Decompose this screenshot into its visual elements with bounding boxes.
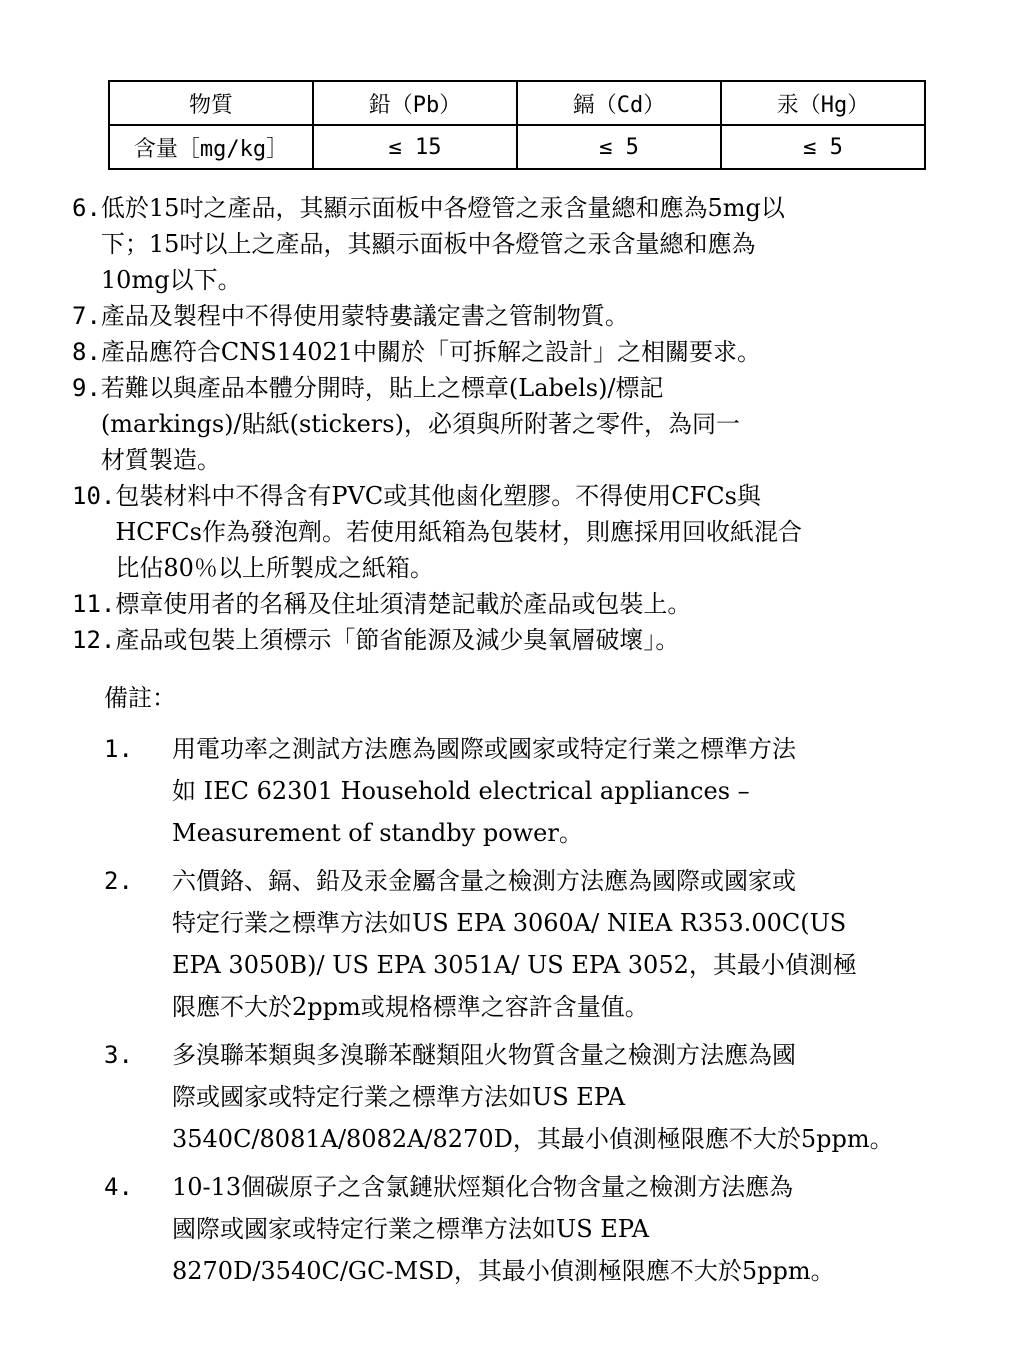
- note-text: 多溴聯苯類與多溴聯苯醚類阻火物質含量之檢測方法應為國 際或國家或特定行業之標準方法如US EPA 3540C/8081A/8082A/8270D，其最小偵測極限應不大於5ppm。: [172, 1041, 894, 1153]
- note-item: [104, 860, 972, 1028]
- note-item: [104, 1034, 972, 1160]
- note-item: [104, 728, 972, 854]
- item-text: 產品應符合CNS14021中關於「可拆解之設計」之相關要求。: [100, 338, 762, 366]
- item-number: 7.: [72, 302, 101, 330]
- note-text: 用電功率之測試方法應為國際或國家或特定行業之標準方法 如 IEC 62301 Household electrical appliances – Measurement of standby power。: [172, 735, 796, 847]
- list-item: [72, 622, 972, 658]
- table-header-cell: 汞（Hg）: [721, 81, 925, 125]
- table-header-row: [109, 81, 925, 125]
- list-item: [72, 370, 972, 478]
- note-number: 1.: [104, 735, 133, 763]
- table-header-cell: 物質: [109, 81, 313, 125]
- item-number: 12.: [72, 626, 116, 654]
- item-text: 包裝材料中不得含有PVC或其他鹵化塑膠。不得使用CFCs與 HCFCs作為發泡劑。若使用紙箱為包裝材，則應採用回收紙混合 比佔80％以上所製成之紙箱。: [115, 482, 802, 582]
- table-row: [109, 125, 925, 169]
- notes-list: [104, 728, 972, 1298]
- item-number: 9.: [72, 374, 101, 402]
- requirements-list: [72, 190, 972, 658]
- item-text: 若難以與產品本體分開時，貼上之標章(Labels)/標記 (markings)/貼紙(stickers)，必須與所附著之零件，為同一 材質製造。: [100, 374, 740, 474]
- item-text: 產品或包裝上須標示「節省能源及減少臭氧層破壞」。: [115, 626, 680, 654]
- table-header-cell: 鎘（Cd）: [517, 81, 721, 125]
- note-text: 六價鉻、鎘、鉛及汞金屬含量之檢測方法應為國際或國家或 特定行業之標準方法如US EPA 3060A/ NIEA R353.00C(US EPA 3050B)/ US EPA 3051A/ US EPA 3052，其最小偵測極 限應不大於2ppm或規格標準之容許含量值。: [172, 867, 857, 1021]
- note-item: [104, 1166, 972, 1292]
- list-item: [72, 586, 972, 622]
- table-cell: ≤ 5: [517, 125, 721, 169]
- table-header-cell: 鉛（Pb）: [313, 81, 517, 125]
- note-number: 3.: [104, 1041, 133, 1069]
- notes-title: 備註：: [104, 684, 176, 712]
- note-number: 4.: [104, 1173, 133, 1201]
- item-number: 6.: [72, 194, 101, 222]
- list-item: [72, 334, 972, 370]
- list-item: [72, 298, 972, 334]
- table-row-label: 含量［mg/kg］: [109, 125, 313, 169]
- table-cell: ≤ 5: [721, 125, 925, 169]
- item-number: 8.: [72, 338, 101, 366]
- table-cell: ≤ 15: [313, 125, 517, 169]
- list-item: [72, 190, 972, 298]
- item-text: 低於15吋之產品，其顯示面板中各燈管之汞含量總和應為5mg以 下；15吋以上之產品，其顯示面板中各燈管之汞含量總和應為 10mg以下。: [100, 194, 785, 294]
- item-text: 產品及製程中不得使用蒙特婁議定書之管制物質。: [100, 302, 629, 330]
- item-text: 標章使用者的名稱及住址須清楚記載於產品或包裝上。: [115, 590, 692, 618]
- list-item: [72, 478, 972, 586]
- note-text: 10-13個碳原子之含氯鏈狀烴類化合物含量之檢測方法應為 國際或國家或特定行業之標準方法如US EPA 8270D/3540C/GC-MSD，其最小偵測極限應不大於5ppm。: [172, 1173, 835, 1285]
- note-number: 2.: [104, 867, 133, 895]
- limits-table: [108, 80, 926, 170]
- item-number: 11.: [72, 590, 116, 618]
- item-number: 10.: [72, 482, 116, 510]
